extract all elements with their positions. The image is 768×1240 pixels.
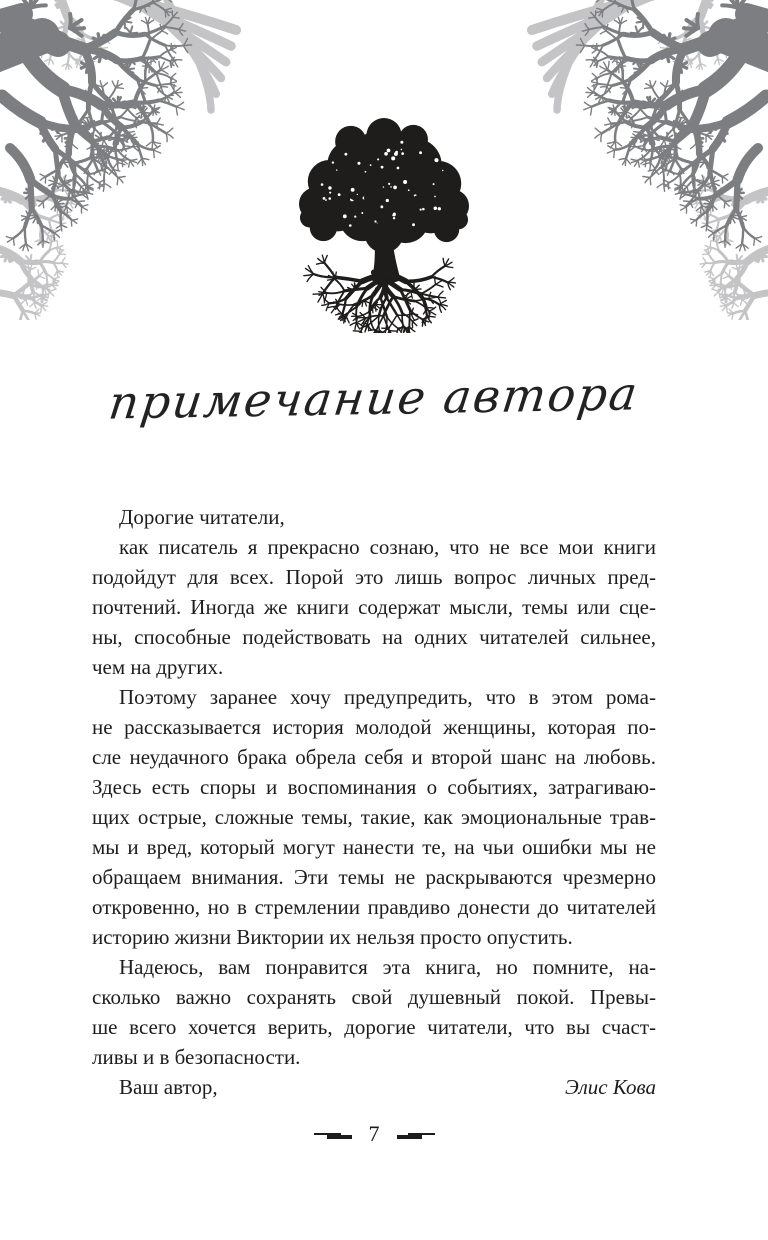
body-text-line: сле неудачного брака обрела себя и второй шанс на любовь. (92, 745, 656, 769)
body-text-line: почтений. Иногда же книги содержат мысли, темы или сце- (92, 595, 656, 619)
branch-ornament-icon (518, 0, 768, 320)
signature-author-label: Ваш автор, (119, 1075, 218, 1099)
body-text-line: обращаем внимания. Эти темы не раскрываются чрезмерно (92, 865, 656, 889)
body-text-line: подойдут для всех. Порой это лишь вопрос личных пред- (92, 565, 656, 589)
body-text-line: не рассказывается история молодой женщины, которая по- (92, 715, 656, 739)
signature-author-name: Элис Кова (565, 1075, 656, 1099)
body-text-line: Дорогие читатели, (119, 505, 285, 529)
page-footer (92, 1119, 656, 1149)
page-number-ornament-left-icon (314, 1130, 352, 1139)
author-note-text (92, 502, 656, 1102)
chapter-title: примечание автора (105, 366, 643, 430)
body-text-line: щих острые, сложные темы, такие, как эмоциональные трав- (92, 805, 656, 829)
body-text-line: чем на других. (92, 655, 224, 679)
body-text-line: Надеюсь, вам понравится эта книга, но помните, на- (119, 955, 656, 979)
body-text-line: ше всего хочется верить, дорогие читатели, что вы счаст- (92, 1015, 656, 1039)
body-text-line: историю жизни Виктории их нельзя просто опустить. (92, 925, 573, 949)
page-number-ornament-right-icon (397, 1130, 435, 1139)
signature-row (92, 1072, 656, 1102)
body-text-line: ливы и в безопасности. (92, 1045, 301, 1069)
page-number: 7 (368, 1121, 380, 1146)
branch-ornament-icon (0, 0, 250, 320)
body-text-line: Поэтому заранее хочу предупредить, что в этом рома- (119, 685, 656, 709)
body-text-line: сколько важно сохранять свой душевный покой. Превы- (92, 985, 656, 1009)
body-text-line: мы и вред, который могут нанести те, на чьи ошибки мы не (92, 835, 656, 859)
body-text-line: Здесь есть споры и воспоминания о событиях, затрагиваю- (92, 775, 656, 799)
body-text-line: как писатель я прекрасно сознаю, что не все мои книги (119, 535, 656, 559)
tree-with-roots-icon (294, 118, 474, 333)
body-text-line: откровенно, но в стремлении правдиво донести до читателей (92, 895, 656, 919)
body-text-line: ны, способные подействовать на одних читателей сильнее, (92, 625, 656, 649)
